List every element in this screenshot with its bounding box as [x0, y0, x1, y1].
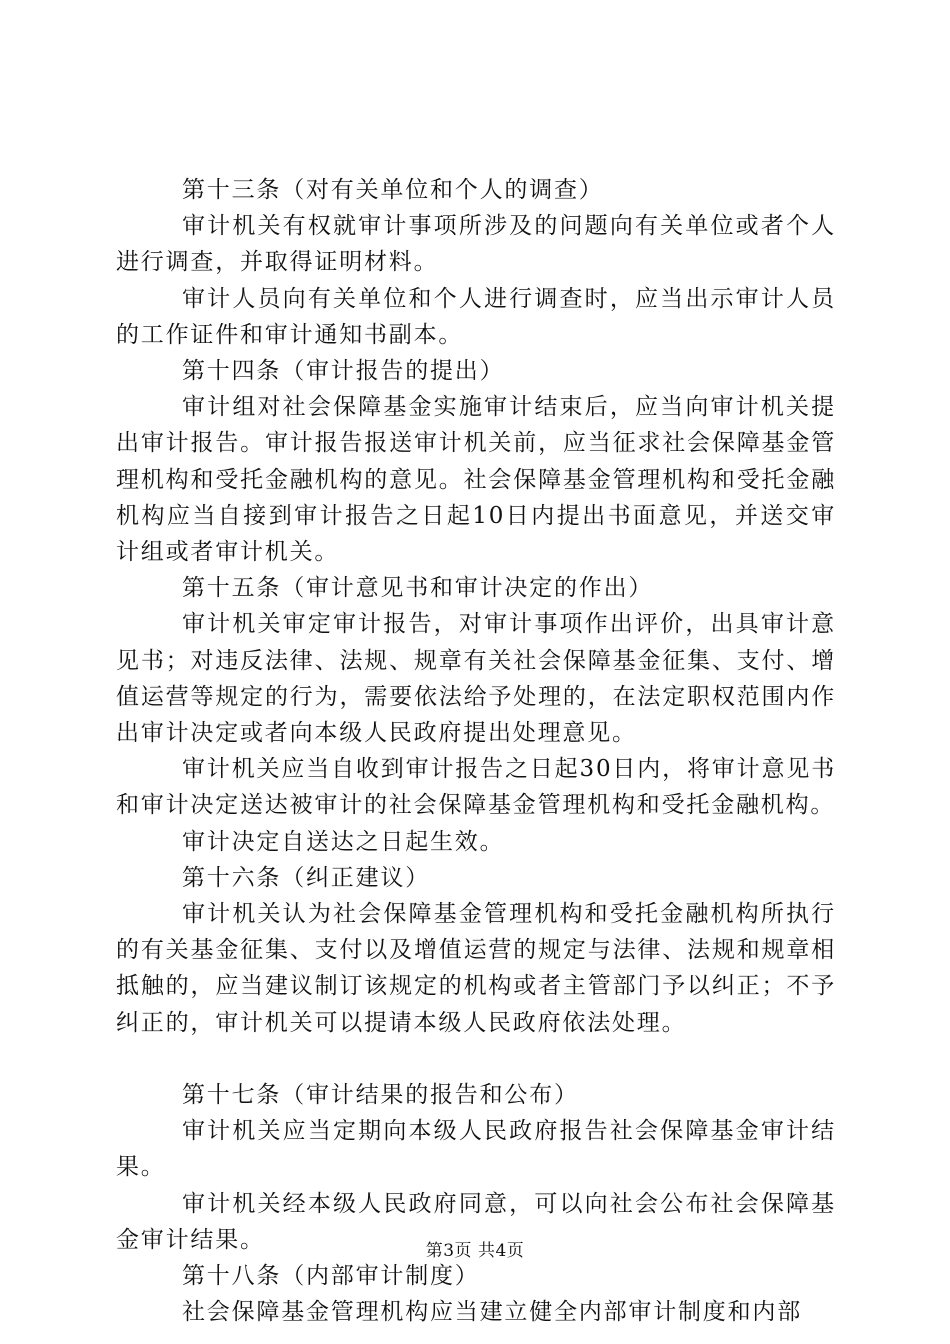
article-16-heading: 第十六条（纠正建议） [182, 864, 430, 891]
paragraph-spacer [116, 1041, 836, 1077]
document-body [116, 172, 836, 1330]
article-17-heading: 第十七条（审计结果的报告和公布） [182, 1082, 579, 1109]
article-16-paragraph-1: 审计机关认为社会保障基金管理机构和受托金融机构所执行的有关基金征集、支付以及增值运营的规定与法律、法规和规章相抵触的，应当建议制订该规定的机构或者主管部门予以纠正；不予纠正的，审计机关可以提请本级人民政府依法处理。 [116, 901, 836, 1036]
article-15-paragraph-2: 审计机关应当自收到审计报告之日起30日内，将审计意见书和审计决定送达被审计的社会保障基金管理机构和受托金融机构。 [116, 756, 836, 819]
article-14-paragraph-1: 审计组对社会保障基金实施审计结束后，应当向审计机关提出审计报告。审计报告报送审计机关前，应当征求社会保障基金管理机构和受托金融机构的意见。社会保障基金管理机构和受托金融机构应当自接到审计报告之日起10日内提出书面意见，并送交审计组或者审计机关。 [116, 394, 836, 566]
article-15-heading: 第十五条（审计意见书和审计决定的作出） [182, 575, 654, 602]
article-17-paragraph-1: 审计机关应当定期向本级人民政府报告社会保障基金审计结果。 [116, 1118, 836, 1181]
article-13-paragraph-1: 审计机关有权就审计事项所涉及的问题向有关单位或者个人进行调查，并取得证明材料。 [116, 213, 836, 276]
article-15-paragraph-1: 审计机关审定审计报告，对审计事项作出评价，出具审计意见书；对违反法律、法规、规章有关社会保障基金征集、支付、增值运营等规定的行为，需要依法给予处理的，在法定职权范围内作出审计决定或者向本级人民政府提出处理意见。 [116, 611, 836, 747]
article-18-paragraph-1: 社会保障基金管理机构应当建立健全内部审计制度和内部 [182, 1299, 802, 1326]
article-15-paragraph-3: 审计决定自送达之日起生效。 [182, 828, 505, 855]
article-14-heading: 第十四条（审计报告的提出） [182, 358, 505, 385]
article-13-heading: 第十三条（对有关单位和个人的调查） [182, 177, 604, 203]
article-17-paragraph-2: 审计机关经本级人民政府同意，可以向社会公布社会保障基金审计结果。 [116, 1190, 836, 1253]
article-13-paragraph-2: 审计人员向有关单位和个人进行调查时，应当出示审计人员的工作证件和审计通知书副本。 [116, 285, 836, 348]
article-18-heading: 第十八条（内部审计制度） [182, 1263, 480, 1290]
page-footer: 第3页 共4页 [425, 1241, 525, 1261]
